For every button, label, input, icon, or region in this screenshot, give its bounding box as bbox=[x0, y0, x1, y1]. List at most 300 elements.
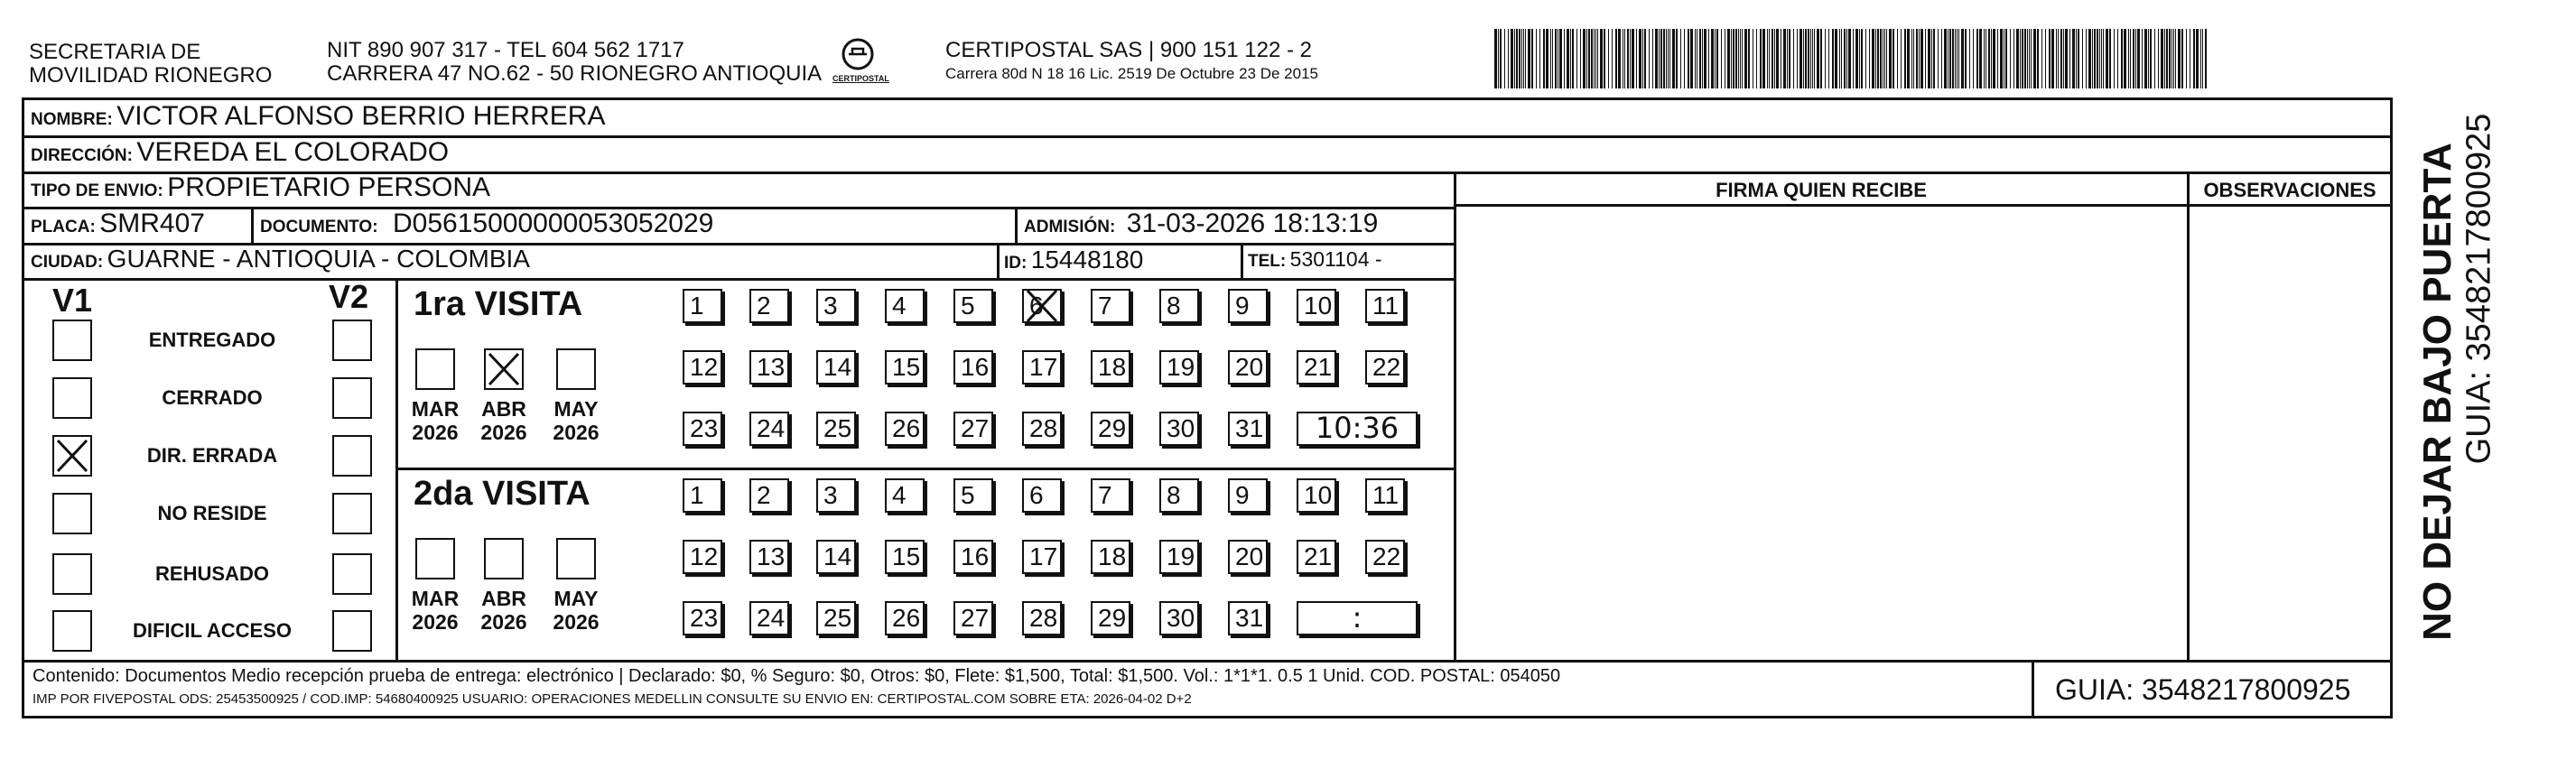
status-label: REHUSADO bbox=[155, 562, 269, 585]
day-box[interactable]: 3 bbox=[816, 478, 856, 513]
placa-field bbox=[31, 209, 205, 239]
barcode-bar bbox=[1789, 29, 1790, 88]
barcode-bar bbox=[2178, 29, 2181, 88]
barcode-bar bbox=[2150, 29, 2152, 88]
day-box[interactable]: 25 bbox=[816, 412, 856, 446]
barcode-bar bbox=[1588, 29, 1590, 88]
barcode-bar bbox=[1931, 29, 1932, 88]
barcode-bar bbox=[1704, 29, 1706, 88]
day-box[interactable]: 22 bbox=[1365, 540, 1405, 574]
barcode-bar bbox=[1525, 29, 1526, 88]
barcode-bar bbox=[1877, 29, 1879, 88]
barcode-bar bbox=[2114, 29, 2115, 88]
barcode-bar bbox=[1984, 29, 1985, 88]
barcode-bar bbox=[1808, 29, 1809, 88]
barcode-bar bbox=[1744, 29, 1747, 88]
barcode-bar bbox=[2056, 29, 2057, 88]
v2-header: V2 bbox=[329, 278, 369, 315]
firma-header: FIRMA QUIEN RECIBE bbox=[1716, 179, 1927, 201]
month-label: ABR bbox=[481, 587, 526, 610]
day-box[interactable]: 15 bbox=[885, 540, 925, 574]
barcode-bar bbox=[2173, 29, 2174, 88]
barcode-bar bbox=[1514, 29, 1515, 88]
barcode-bar bbox=[1865, 29, 1866, 88]
day-box[interactable]: 12 bbox=[683, 350, 722, 385]
status-v1-checkbox[interactable] bbox=[52, 610, 92, 652]
ciudad-label: CIUDAD: bbox=[31, 253, 104, 272]
barcode-bar bbox=[1570, 29, 1571, 88]
barcode-bar bbox=[1612, 29, 1613, 88]
footer-guia: GUIA: 3548217800925 bbox=[2055, 673, 2351, 706]
barcode-bar bbox=[1559, 29, 1562, 88]
day-box[interactable]: 21 bbox=[1297, 540, 1336, 574]
barcode-bar bbox=[1988, 29, 1990, 88]
day-box[interactable]: 17 bbox=[1022, 350, 1062, 385]
barcode-bar bbox=[2010, 29, 2011, 88]
barcode-bar bbox=[1504, 29, 1505, 88]
day-box[interactable]: 26 bbox=[885, 601, 925, 635]
day-box[interactable]: 16 bbox=[953, 350, 993, 385]
barcode-bar bbox=[2169, 29, 2171, 88]
barcode-bar bbox=[2101, 29, 2102, 88]
barcode-bar bbox=[1820, 29, 1822, 88]
barcode-bar bbox=[1555, 29, 1557, 88]
visita2-title: 2da VISITA bbox=[414, 475, 591, 513]
barcode-bar bbox=[1594, 29, 1595, 88]
barcode-bar bbox=[1920, 29, 1923, 88]
barcode-bar bbox=[2142, 29, 2143, 88]
barcode-bar bbox=[1552, 29, 1553, 88]
id-label: ID: bbox=[1004, 254, 1028, 273]
barcode-bar bbox=[2024, 29, 2026, 88]
barcode-bar bbox=[1817, 29, 1819, 88]
month-year: 2026 bbox=[553, 421, 600, 444]
barcode-bar bbox=[1957, 29, 1958, 88]
barcode-bar bbox=[2130, 29, 2131, 88]
barcode-bar bbox=[1676, 29, 1678, 88]
day-box[interactable]: 9 bbox=[1228, 478, 1268, 513]
barcode-bar bbox=[1880, 29, 1882, 88]
barcode-bar bbox=[1767, 29, 1768, 88]
barcode-bar bbox=[1844, 29, 1846, 88]
day-box[interactable]: 19 bbox=[1159, 350, 1199, 385]
barcode-bar bbox=[1688, 29, 1689, 88]
nombre-label: NOMBRE: bbox=[31, 110, 113, 129]
day-box[interactable]: 11 bbox=[1365, 478, 1405, 513]
day-box[interactable]: 30 bbox=[1159, 412, 1199, 446]
month-checkbox[interactable] bbox=[484, 538, 524, 579]
barcode-bar bbox=[1498, 29, 1499, 88]
barcode-bar bbox=[1608, 29, 1609, 88]
barcode-bar bbox=[2086, 29, 2087, 88]
status-v2-checkbox[interactable] bbox=[332, 493, 372, 534]
footer-divider bbox=[22, 660, 2393, 663]
barcode-bar bbox=[1965, 29, 1967, 88]
barcode-bar bbox=[2031, 29, 2032, 88]
footer-contenido: Contenido: Documentos Medio recepción prueba de entrega: electrónico | Declarado: $0, % Seguro: $0, Otros: $0, Flete: $1,500, Total: $1,500. Vol.: 1*1*1. 0.5 1 Unid. COD. POSTAL: 054050 bbox=[33, 666, 1561, 686]
placa-value: SMR407 bbox=[99, 209, 205, 238]
day-box[interactable]: 7 bbox=[1091, 478, 1130, 513]
month-checkbox[interactable] bbox=[415, 348, 455, 390]
status-v1-checkbox[interactable] bbox=[52, 553, 92, 595]
day-box[interactable]: 1 bbox=[683, 289, 722, 323]
firma-area[interactable] bbox=[1457, 208, 2185, 657]
day-box[interactable]: 10 bbox=[1297, 478, 1336, 513]
barcode-bar bbox=[1976, 29, 1978, 88]
barcode-bar bbox=[1835, 29, 1837, 88]
barcode-bar bbox=[1597, 29, 1598, 88]
barcode-bar bbox=[1536, 29, 1537, 88]
col-divider bbox=[1241, 243, 1243, 278]
barcode-bar bbox=[1649, 29, 1650, 88]
ciudad-value: GUARNE - ANTIOQUIA - COLOMBIA bbox=[107, 245, 530, 273]
status-v2-checkbox[interactable] bbox=[332, 553, 372, 595]
tipo-envio-field bbox=[31, 172, 490, 203]
barcode-bar bbox=[1567, 29, 1569, 88]
org-name-line1: SECRETARIA DE bbox=[29, 40, 201, 64]
barcode-bar bbox=[1668, 29, 1669, 88]
barcode-bar bbox=[2058, 29, 2059, 88]
day-box[interactable]: 25 bbox=[816, 601, 856, 635]
visit-divider bbox=[395, 468, 1454, 470]
day-box[interactable]: 24 bbox=[749, 601, 789, 635]
barcode-bar bbox=[2135, 29, 2136, 88]
barcode-bar bbox=[1958, 29, 1959, 88]
barcode-bar bbox=[2202, 29, 2203, 88]
barcode-bar bbox=[2037, 29, 2039, 88]
barcode-bar bbox=[2065, 29, 2068, 88]
documento-field bbox=[260, 209, 713, 239]
day-box[interactable]: 9 bbox=[1228, 289, 1268, 323]
day-box[interactable]: 21 bbox=[1297, 350, 1336, 385]
barcode-bar bbox=[1652, 29, 1653, 88]
barcode-bar bbox=[1762, 29, 1765, 88]
barcode-bar bbox=[1886, 29, 1887, 88]
barcode-bar bbox=[2088, 29, 2091, 88]
barcode-bar bbox=[1531, 29, 1533, 88]
barcode-bar bbox=[1944, 29, 1947, 88]
barcode-bar bbox=[1586, 29, 1587, 88]
barcode-bar bbox=[1660, 29, 1662, 88]
day-box[interactable]: 20 bbox=[1228, 540, 1268, 574]
barcode-bar bbox=[2128, 29, 2129, 88]
barcode-bar bbox=[1644, 29, 1646, 88]
barcode-bar bbox=[2072, 29, 2075, 88]
day-box[interactable]: 17 bbox=[1022, 540, 1062, 574]
id-value: 15448180 bbox=[1030, 246, 1144, 273]
day-box[interactable]: 13 bbox=[749, 350, 789, 385]
barcode-bar bbox=[1907, 29, 1910, 88]
barcode-bar bbox=[1702, 29, 1703, 88]
day-box[interactable]: 2 bbox=[749, 478, 789, 513]
barcode-bar bbox=[1632, 29, 1634, 88]
status-v1-checkbox[interactable] bbox=[52, 493, 92, 534]
barcode-bar bbox=[1639, 29, 1641, 88]
barcode-bar bbox=[1892, 29, 1894, 88]
barcode-bar bbox=[1991, 29, 1992, 88]
barcode-bar bbox=[2020, 29, 2021, 88]
barcode-bar bbox=[1799, 29, 1802, 88]
cross-mark-icon bbox=[54, 437, 90, 479]
cross-mark-icon bbox=[486, 350, 522, 393]
barcode-bar bbox=[2196, 29, 2199, 88]
status-v2-checkbox[interactable] bbox=[332, 435, 372, 477]
admision-field bbox=[1024, 209, 1378, 239]
barcode-bar bbox=[2133, 29, 2134, 88]
day-box[interactable]: 20 bbox=[1228, 350, 1268, 385]
barcode-bar bbox=[1642, 29, 1643, 88]
row-divider bbox=[22, 278, 1455, 281]
month-checkbox[interactable] bbox=[415, 538, 455, 579]
barcode-bar bbox=[1748, 29, 1750, 88]
tel-value: 5301104 - bbox=[1289, 247, 1382, 271]
tel-label: TEL: bbox=[1248, 252, 1287, 271]
barcode-bar bbox=[1928, 29, 1930, 88]
barcode-bar bbox=[1869, 29, 1870, 88]
barcode-bar bbox=[1969, 29, 1970, 88]
barcode-bar bbox=[1904, 29, 1906, 88]
barcode-bar bbox=[2158, 29, 2159, 88]
status-v2-checkbox[interactable] bbox=[332, 320, 372, 361]
day-box[interactable]: 22 bbox=[1365, 350, 1405, 385]
day-box[interactable]: 6 bbox=[1022, 289, 1062, 323]
barcode-bar bbox=[1591, 29, 1593, 88]
barcode-bar bbox=[2171, 29, 2172, 88]
barcode-bar bbox=[2000, 29, 2003, 88]
barcode-bar bbox=[2161, 29, 2163, 88]
day-box[interactable]: 7 bbox=[1091, 289, 1130, 323]
day-box[interactable]: 28 bbox=[1022, 601, 1062, 635]
visita1-title: 1ra VISITA bbox=[414, 285, 583, 323]
barcode-bar bbox=[2005, 29, 2007, 88]
day-box[interactable]: 5 bbox=[953, 289, 993, 323]
barcode-bar bbox=[2045, 29, 2046, 88]
barcode-bar bbox=[1793, 29, 1794, 88]
day-box[interactable]: 18 bbox=[1091, 540, 1130, 574]
company-line1: CERTIPOSTAL SAS | 900 151 122 - 2 bbox=[945, 38, 1312, 62]
month-year: 2026 bbox=[412, 421, 459, 444]
barcode-bar bbox=[1721, 29, 1722, 88]
day-box[interactable]: 3 bbox=[816, 289, 856, 323]
barcode-bar bbox=[1583, 29, 1586, 88]
status-v1-checkbox[interactable] bbox=[52, 435, 92, 477]
day-box[interactable]: 27 bbox=[953, 412, 993, 446]
barcode-bar bbox=[1955, 29, 1956, 88]
barcode-bar bbox=[1919, 29, 1920, 88]
org-address: CARRERA 47 NO.62 - 50 RIONEGRO ANTIOQUIA bbox=[327, 61, 823, 86]
month-checkbox[interactable] bbox=[556, 538, 596, 579]
barcode-bar bbox=[2109, 29, 2111, 88]
day-box[interactable]: 24 bbox=[749, 412, 789, 446]
barcode-bar bbox=[2049, 29, 2051, 88]
day-box[interactable]: 18 bbox=[1091, 350, 1130, 385]
documento-label: DOCUMENTO: bbox=[260, 218, 378, 236]
barcode-bar bbox=[1803, 29, 1804, 88]
barcode-bar bbox=[1911, 29, 1912, 88]
id-field bbox=[1004, 246, 1143, 274]
barcode-bar bbox=[1636, 29, 1637, 88]
barcode-bar bbox=[1925, 29, 1926, 88]
certipostal-logo bbox=[831, 36, 889, 87]
day-box[interactable]: 14 bbox=[816, 350, 856, 385]
barcode-bar bbox=[1897, 29, 1898, 88]
barcode-bar bbox=[2103, 29, 2104, 88]
barcode-bar bbox=[1731, 29, 1732, 88]
barcode-bar bbox=[1711, 29, 1714, 88]
day-box[interactable]: 13 bbox=[749, 540, 789, 574]
barcode-bar bbox=[2117, 29, 2118, 88]
day-box[interactable]: 31 bbox=[1228, 601, 1268, 635]
barcode-bar bbox=[1580, 29, 1581, 88]
barcode-bar bbox=[1861, 29, 1863, 88]
barcode-bar bbox=[1738, 29, 1739, 88]
barcode-bar bbox=[2200, 29, 2201, 88]
month-year: 2026 bbox=[412, 610, 459, 634]
col-divider bbox=[251, 207, 254, 243]
day-box[interactable]: 8 bbox=[1159, 478, 1199, 513]
month-label: MAY bbox=[553, 587, 599, 610]
status-v1-checkbox[interactable] bbox=[52, 377, 92, 419]
day-box[interactable]: 29 bbox=[1091, 601, 1130, 635]
barcode-bar bbox=[1985, 29, 1986, 88]
month-checkbox[interactable] bbox=[556, 348, 596, 390]
barcode-bar bbox=[1618, 29, 1621, 88]
barcode-bar bbox=[1938, 29, 1939, 88]
barcode-bar bbox=[1521, 29, 1522, 88]
month-year: 2026 bbox=[480, 610, 527, 634]
barcode-bar bbox=[1769, 29, 1770, 88]
barcode-bar bbox=[1979, 29, 1982, 88]
time-box[interactable]: : bbox=[1297, 601, 1418, 635]
barcode-bar bbox=[2082, 29, 2083, 88]
barcode-bar bbox=[1961, 29, 1964, 88]
footer-imp: IMP POR FIVEPOSTAL ODS: 25453500925 / COD.IMP: 54680400925 USUARIO: OPERACIONES MEDELLIN CONSULTE SU ENVIO EN: CERTIPOSTAL.COM SOBRE ETA: 2026-04-02 D+2 bbox=[33, 691, 1192, 707]
barcode-bar bbox=[2027, 29, 2028, 88]
status-v1-checkbox[interactable] bbox=[52, 320, 92, 361]
barcode-bar bbox=[1828, 29, 1829, 88]
barcode-bar bbox=[1810, 29, 1811, 88]
barcode-bar bbox=[1615, 29, 1617, 88]
barcode-bar bbox=[1913, 29, 1914, 88]
barcode-bar bbox=[1884, 29, 1885, 88]
barcode-bar bbox=[1756, 29, 1757, 88]
barcode-bar bbox=[1783, 29, 1786, 88]
day-box[interactable]: 23 bbox=[683, 601, 722, 635]
barcode-bar bbox=[1839, 29, 1840, 88]
day-box[interactable]: 23 bbox=[683, 412, 722, 446]
month-label: MAR bbox=[411, 397, 460, 421]
barcode-bar bbox=[2144, 29, 2147, 88]
barcode-bar bbox=[1776, 29, 1779, 88]
barcode-bar bbox=[1627, 29, 1629, 88]
day-box[interactable]: 10 bbox=[1297, 289, 1336, 323]
barcode-bar bbox=[2099, 29, 2100, 88]
barcode-bar bbox=[1772, 29, 1773, 88]
direccion-label: DIRECCIÓN: bbox=[31, 146, 133, 165]
observaciones-area[interactable] bbox=[2190, 208, 2389, 657]
day-box[interactable]: 29 bbox=[1091, 412, 1130, 446]
day-box[interactable]: 4 bbox=[885, 478, 925, 513]
time-box[interactable]: 10:36 bbox=[1297, 412, 1418, 446]
barcode-bar bbox=[2051, 29, 2054, 88]
month-label: MAR bbox=[411, 587, 460, 610]
nombre-field bbox=[31, 101, 605, 132]
barcode-bar bbox=[2193, 29, 2195, 88]
barcode-bar bbox=[1901, 29, 1902, 88]
day-box[interactable]: 30 bbox=[1159, 601, 1199, 635]
day-box[interactable]: 4 bbox=[885, 289, 925, 323]
barcode-bar bbox=[1708, 29, 1709, 88]
barcode-bar bbox=[1742, 29, 1743, 88]
barcode-bar bbox=[1659, 29, 1660, 88]
barcode-bar bbox=[1684, 29, 1685, 88]
barcode-bar bbox=[1523, 29, 1524, 88]
barcode-bar bbox=[1624, 29, 1625, 88]
barcode-bar bbox=[1672, 29, 1675, 88]
day-box[interactable]: 16 bbox=[953, 540, 993, 574]
barcode-bar bbox=[2076, 29, 2077, 88]
barcode-bar bbox=[1716, 29, 1718, 88]
barcode-bar bbox=[1508, 29, 1509, 88]
barcode-bar bbox=[1889, 29, 1892, 88]
status-v2-checkbox[interactable] bbox=[332, 610, 372, 652]
barcode-bar bbox=[2060, 29, 2062, 88]
day-box[interactable]: 11 bbox=[1365, 289, 1405, 323]
barcode-bar bbox=[2013, 29, 2014, 88]
barcode-bar bbox=[1669, 29, 1670, 88]
nombre-value: VICTOR ALFONSO BERRIO HERRERA bbox=[116, 101, 606, 131]
direccion-field bbox=[31, 137, 449, 168]
day-box[interactable]: 15 bbox=[885, 350, 925, 385]
firma-left-border bbox=[1454, 171, 1456, 660]
status-label: ENTREGADO bbox=[148, 329, 276, 351]
month-checkbox[interactable] bbox=[484, 348, 524, 390]
barcode-bar bbox=[1666, 29, 1667, 88]
tipo-envio-label: TIPO DE ENVIO: bbox=[31, 181, 163, 200]
day-box[interactable]: 31 bbox=[1228, 412, 1268, 446]
barcode-bar bbox=[1695, 29, 1696, 88]
day-box[interactable]: 8 bbox=[1159, 289, 1199, 323]
day-box[interactable]: 12 bbox=[683, 540, 722, 574]
barcode-bar bbox=[1733, 29, 1734, 88]
barcode-bar bbox=[1699, 29, 1701, 88]
barcode-bar bbox=[1511, 29, 1513, 88]
barcode-bar bbox=[1774, 29, 1775, 88]
day-box[interactable]: 28 bbox=[1022, 412, 1062, 446]
barcode-bar bbox=[2029, 29, 2030, 88]
barcode-bar bbox=[2148, 29, 2149, 88]
col-divider bbox=[997, 243, 1000, 278]
day-box[interactable]: 19 bbox=[1159, 540, 1199, 574]
day-box[interactable]: 2 bbox=[749, 289, 789, 323]
barcode-bar bbox=[1663, 29, 1665, 88]
day-box[interactable]: 27 bbox=[953, 601, 993, 635]
day-box[interactable]: 1 bbox=[683, 478, 722, 513]
day-box[interactable]: 26 bbox=[885, 412, 925, 446]
org-nit: NIT 890 907 317 - TEL 604 562 1717 bbox=[327, 38, 684, 62]
day-box[interactable]: 14 bbox=[816, 540, 856, 574]
barcode-bar bbox=[1604, 29, 1605, 88]
month-label: MAY bbox=[553, 397, 599, 421]
barcode-bar bbox=[2092, 29, 2093, 88]
day-box[interactable]: 5 bbox=[953, 478, 993, 513]
company-line2: Carrera 80d N 18 16 Lic. 2519 De Octubre 23 De 2015 bbox=[945, 65, 1318, 82]
observaciones-header: OBSERVACIONES bbox=[2203, 179, 2376, 201]
v1-header: V1 bbox=[52, 282, 93, 319]
status-v2-checkbox[interactable] bbox=[332, 377, 372, 419]
barcode-bar bbox=[1546, 29, 1548, 88]
day-box[interactable]: 6 bbox=[1022, 478, 1062, 513]
